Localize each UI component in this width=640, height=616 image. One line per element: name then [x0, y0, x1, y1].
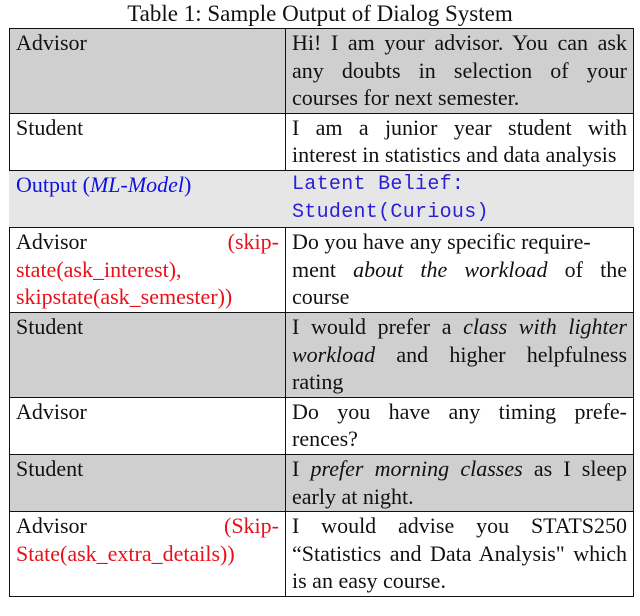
emphasis-text: about the workload: [353, 256, 548, 282]
speaker-label: Student: [16, 455, 84, 481]
table-row: [10, 312, 634, 397]
emphasis-text: prefer morning classes: [310, 455, 523, 481]
utterance-text: and higher helpfulness rating: [292, 341, 627, 395]
latent-belief-label: Latent Belief:: [292, 172, 465, 196]
speaker-label: Advisor: [16, 30, 87, 55]
table-row: [10, 170, 634, 227]
model-name: ML-Model: [89, 171, 185, 197]
utterance-cell: [286, 397, 634, 454]
utterance-cell: [286, 228, 634, 313]
emphasis-text: class with lighter workload: [292, 313, 627, 367]
dialog-table: [9, 28, 634, 597]
speaker-label: Advisor: [16, 229, 87, 255]
speaker-label: Advisor: [16, 513, 87, 539]
utterance-cell: [286, 113, 634, 170]
dialog-action: (skip-: [227, 229, 279, 255]
dialog-action: skipstate(ask_semester)): [16, 284, 233, 310]
latent-belief-value: Student(Curious): [292, 200, 489, 224]
utterance-text: I would prefer a: [292, 313, 464, 339]
utterance-text: ment: [292, 256, 354, 282]
utterance-text: Do you have any specific require-: [292, 229, 591, 255]
dialog-action: state(ask_interest),: [16, 256, 182, 282]
speaker-cell: [10, 312, 286, 397]
utterance-text: Hi! I am your advisor. You can ask any doubts in selection of your courses for next semester.: [292, 30, 627, 111]
speaker-cell: [10, 228, 286, 313]
table-caption: Table 1: Sample Output of Dialog System: [127, 1, 513, 26]
speaker-label: Advisor: [16, 398, 87, 424]
speaker-label: Student: [16, 313, 84, 339]
table-row: [10, 454, 634, 511]
table-row: [10, 113, 634, 170]
table-row: [10, 228, 634, 313]
utterance-text: Do you have any timing prefe-rences?: [292, 398, 627, 452]
table-row: [10, 397, 634, 454]
utterance-cell: [286, 454, 634, 511]
table-row: [10, 29, 634, 114]
utterance-text: I: [292, 455, 311, 481]
speaker-cell: [10, 512, 286, 597]
speaker-cell: [10, 170, 286, 227]
speaker-cell: [10, 113, 286, 170]
utterance-text: as I sleep early at night.: [292, 455, 628, 509]
output-label: Output (ML-Model): [16, 171, 192, 197]
dialog-action: State(ask_extra_details)): [16, 540, 235, 566]
speaker-label: Student: [16, 114, 84, 140]
utterance-cell: [286, 170, 634, 227]
utterance-text: of the course: [292, 256, 628, 310]
speaker-cell: [10, 397, 286, 454]
table-row: [10, 512, 634, 597]
speaker-cell: [10, 454, 286, 511]
utterance-cell: [286, 29, 634, 114]
utterance-cell: [286, 312, 634, 397]
utterance-text: I would advise you STATS250 “Statistics and Data Analysis" which is an easy course.: [292, 513, 627, 594]
utterance-cell: [286, 512, 634, 597]
dialog-action: (Skip-: [224, 513, 279, 539]
speaker-cell: [10, 29, 286, 114]
utterance-text: I am a junior year student with interest in statistics and data analysis: [292, 114, 627, 168]
